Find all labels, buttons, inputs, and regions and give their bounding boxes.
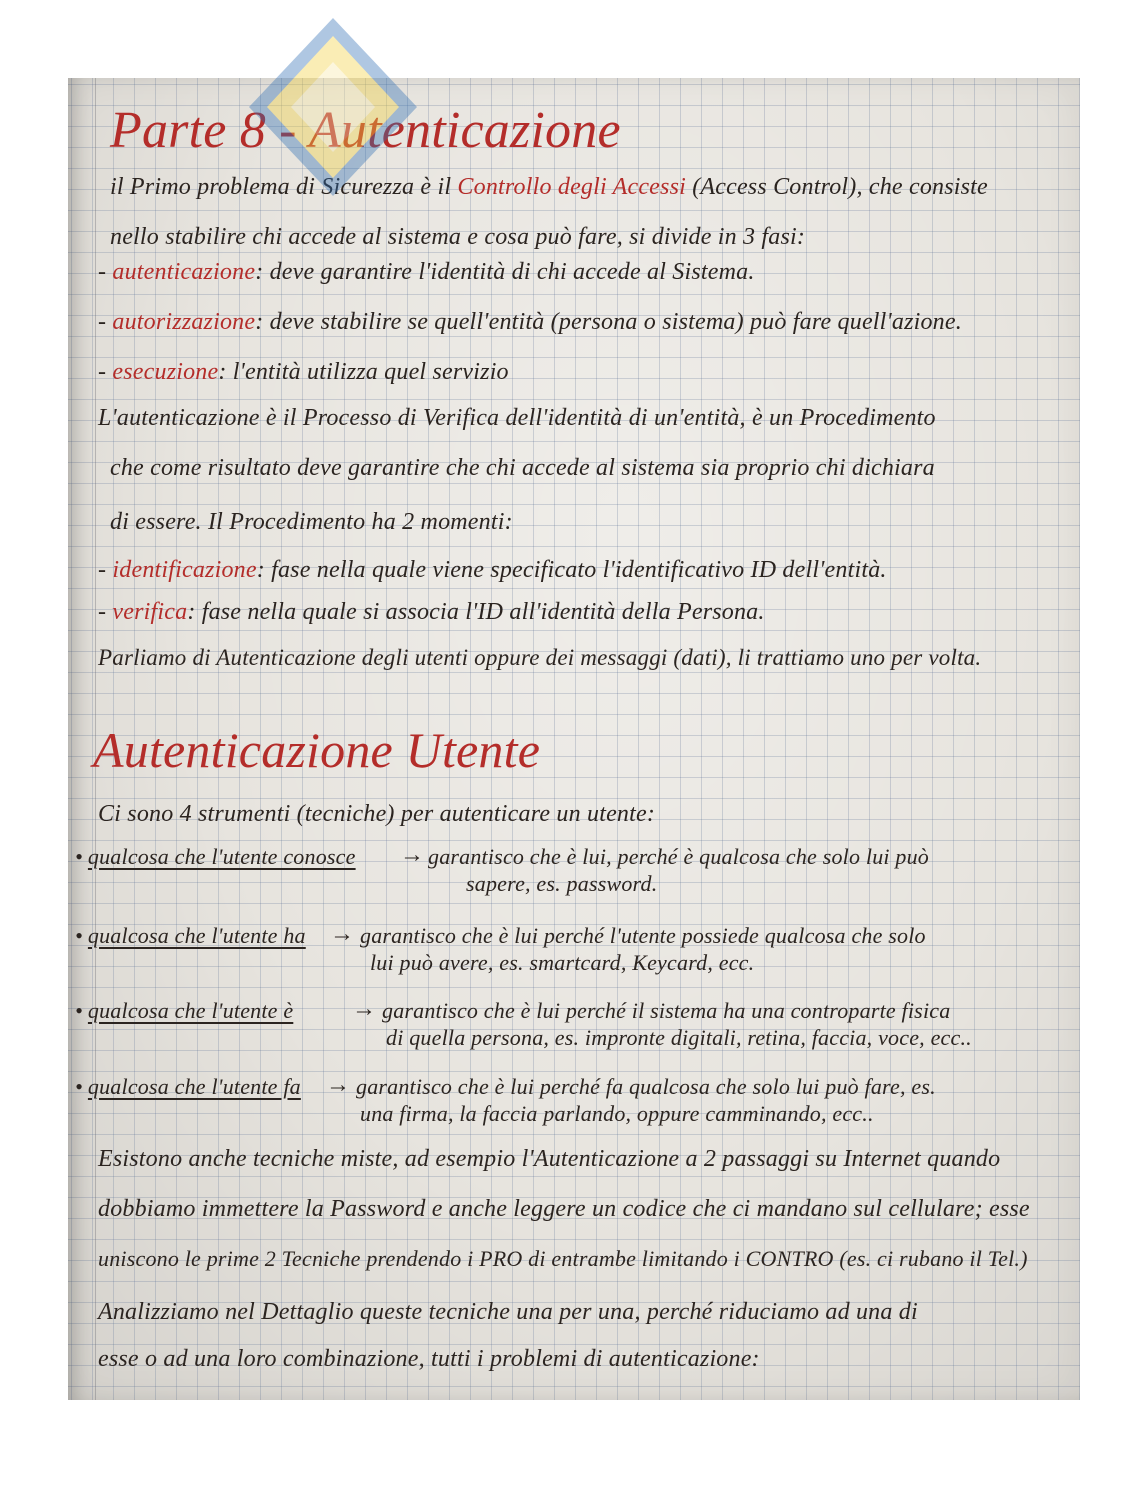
bullet-dot: •: [75, 844, 83, 869]
moment-term: identificazione: [112, 557, 257, 583]
text-line: Parliamo di Autenticazione degli utenti oppure dei messaggi (dati), li trattiamo uno per volta.: [98, 645, 982, 670]
phase-term: autenticazione: [112, 259, 256, 285]
phase-item: [98, 358, 509, 386]
section-heading: Autenticazione Utente: [93, 722, 541, 778]
notebook-page: [68, 78, 1080, 1400]
technique-term-text: qualcosa che l'utente ha: [87, 923, 306, 948]
bullet-dot: •: [75, 1074, 83, 1099]
arrow-icon: →: [400, 842, 425, 868]
text-line: che come risultato deve garantire che chi accede al sistema sia proprio chi dichiara: [110, 455, 935, 481]
text-line: esse o ad una loro combinazione, tutti i problemi di autenticazione:: [98, 1346, 760, 1372]
text-line: Esistono anche tecniche miste, ad esempio l'Autenticazione a 2 passaggi su Internet quando: [98, 1146, 1001, 1172]
text-line: nello stabilire chi accede al sistema e cosa può fare, si divide in 3 fasi:: [110, 224, 806, 250]
technique-explanation: garantisco che è lui, perché è qualcosa che solo lui può: [428, 844, 930, 869]
phase-text: : deve garantire l'identità di chi accede al Sistema.: [255, 259, 755, 285]
phase-term: autorizzazione: [112, 309, 256, 335]
technique-explanation: una firma, la faccia parlando, oppure camminando, ecc..: [360, 1101, 874, 1126]
technique-term-text: qualcosa che l'utente conosce: [87, 844, 356, 869]
phase-item: [98, 308, 962, 336]
technique-item: [68, 1074, 1080, 1134]
title-prefix: Parte 8 -: [110, 102, 309, 159]
text-line: uniscono le prime 2 Tecniche prendendo i PRO di entrambe limitando i CONTRO (es. ci rubano il Tel.): [98, 1246, 1028, 1271]
highlighted-term: Controllo degli Accessi: [457, 174, 686, 200]
text-line: di essere. Il Procedimento ha 2 momenti:: [110, 509, 513, 535]
technique-explanation: lui può avere, es. smartcard, Keycard, ecc.: [370, 950, 755, 975]
arrow-icon: →: [352, 996, 377, 1022]
list-dash: -: [98, 557, 107, 583]
technique-explanation: garantisco che è lui perché l'utente possiede qualcosa che solo: [360, 923, 926, 948]
list-dash: -: [98, 259, 107, 285]
text-line: dobbiamo immettere la Password e anche leggere un codice che ci mandano sul cellulare; esse: [98, 1196, 1030, 1222]
technique-item: [68, 923, 1080, 983]
phase-text: : l'entità utilizza quel servizio: [218, 359, 509, 385]
arrow-icon: →: [326, 1072, 351, 1098]
technique-explanation: di quella persona, es. impronte digitali, retina, faccia, voce, ecc..: [386, 1025, 972, 1050]
text-line: [110, 173, 988, 201]
title-main: Autenticazione: [308, 102, 621, 159]
phase-text: : deve stabilire se quell'entità (persona o sistema) può fare quell'azione.: [255, 309, 962, 335]
technique-term: [75, 923, 306, 949]
phase-item: [98, 258, 755, 286]
bullet-dot: •: [75, 998, 83, 1023]
text-line: Ci sono 4 strumenti (tecniche) per autenticare un utente:: [98, 801, 656, 827]
moment-term: verifica: [112, 599, 188, 625]
technique-explanation: sapere, es. password.: [466, 871, 658, 896]
technique-term-text: qualcosa che l'utente fa: [87, 1074, 301, 1099]
moment-item: [98, 598, 765, 626]
bullet-dot: •: [75, 923, 83, 948]
moment-text: : fase nella quale viene specificato l'identificativo ID dell'entità.: [256, 557, 887, 583]
arrow-icon: →: [330, 921, 355, 947]
list-dash: -: [98, 359, 107, 385]
moment-item: [98, 556, 887, 584]
phase-term: esecuzione: [112, 359, 219, 385]
text-fragment: (Access Control), che consiste: [686, 174, 988, 200]
technique-explanation: garantisco che è lui perché fa qualcosa che solo lui può fare, es.: [356, 1074, 936, 1099]
technique-term: [75, 998, 293, 1024]
text-line: L'autenticazione è il Processo di Verifica dell'identità di un'entità, è un Procedimento: [98, 405, 936, 431]
text-line: Analizziamo nel Dettaglio queste tecniche una per una, perché riduciamo ad una di: [98, 1299, 918, 1325]
moment-text: : fase nella quale si associa l'ID all'identità della Persona.: [187, 599, 765, 625]
technique-term: [75, 1074, 301, 1100]
technique-explanation: garantisco che è lui perché il sistema ha una controparte fisica: [382, 998, 951, 1023]
technique-item: [68, 998, 1080, 1058]
technique-term-text: qualcosa che l'utente è: [87, 998, 294, 1023]
text-fragment: il Primo problema di Sicurezza è il: [110, 174, 458, 200]
technique-term: [75, 844, 356, 870]
list-dash: -: [98, 309, 107, 335]
list-dash: -: [98, 599, 107, 625]
technique-item: [68, 844, 1080, 904]
watermark-logo: [245, 14, 421, 200]
